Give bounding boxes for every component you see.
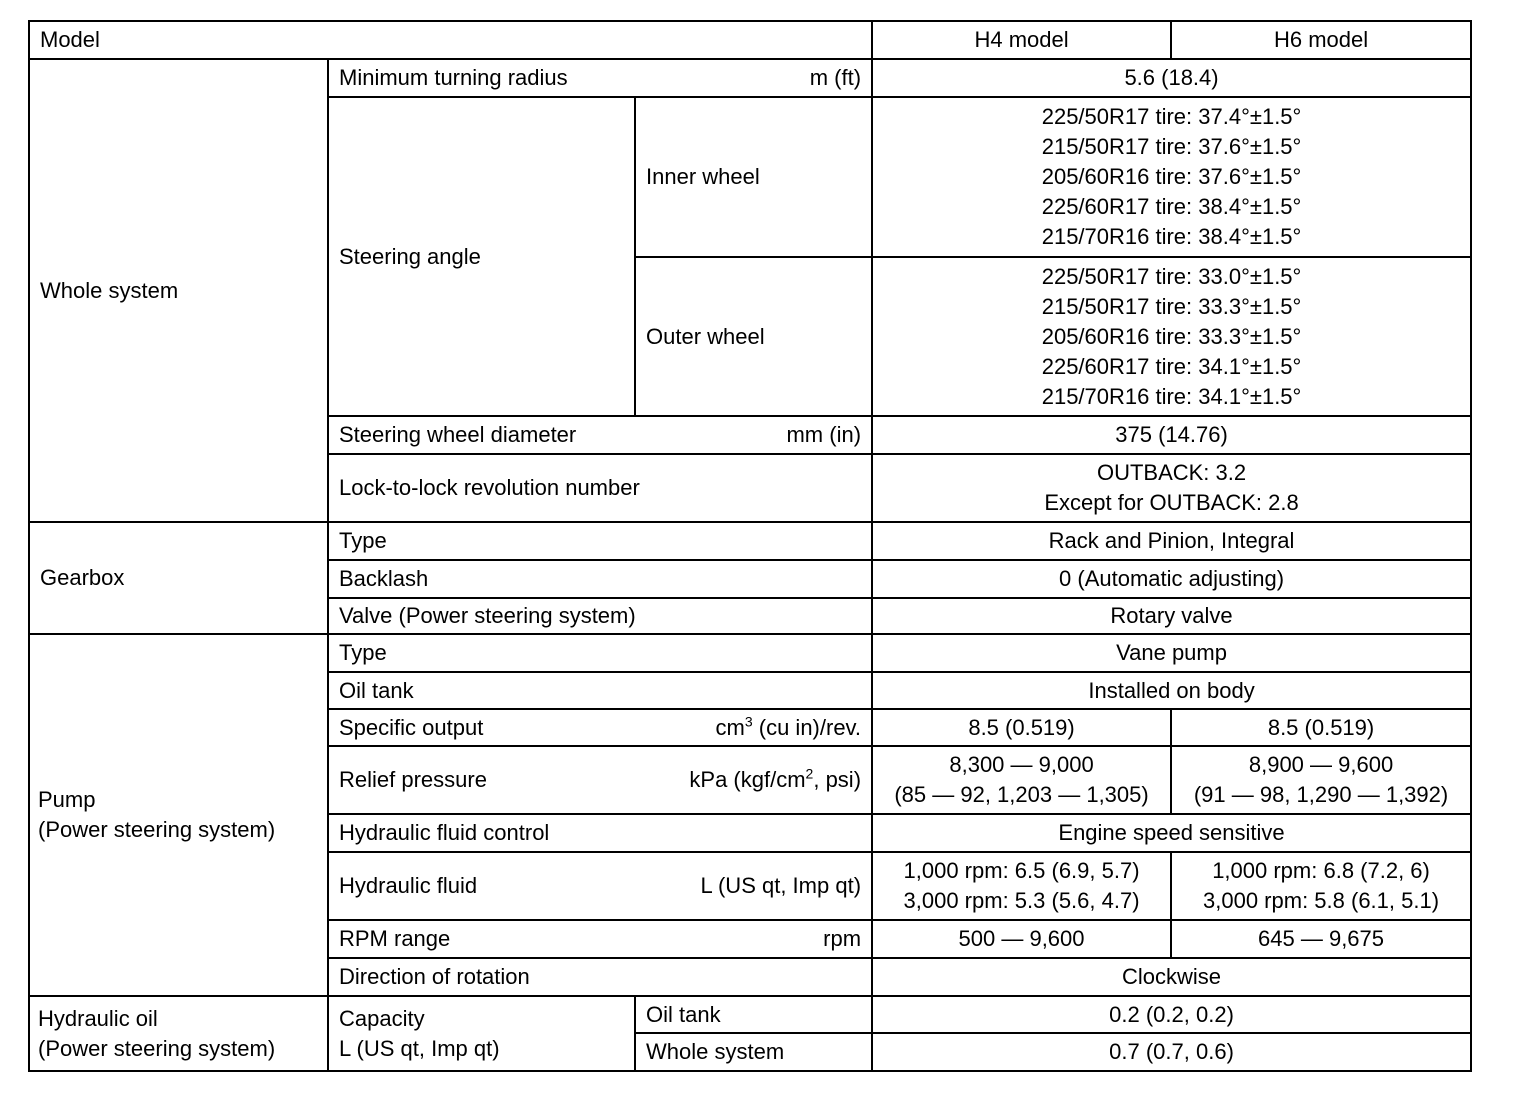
value-line: 225/60R17 tire: 38.4°±1.5° <box>1041 194 1302 219</box>
label-line: Capacity <box>339 1005 425 1031</box>
value-line: 225/50R17 tire: 33.0°±1.5° <box>1041 263 1302 289</box>
backlash-value: 0 (Automatic adjusting) <box>872 560 1471 598</box>
fluid-control-label: Hydraulic fluid control <box>328 814 872 852</box>
capacity-whole-system-label: Whole system <box>635 1033 872 1071</box>
rpm-range-h4: 500 — 9,600 <box>872 920 1171 958</box>
gearbox-type-label: Type <box>328 522 872 560</box>
unit: m (ft) <box>809 65 862 90</box>
rotation-value: Clockwise <box>872 958 1471 996</box>
oil-tank-value: Installed on body <box>872 672 1471 709</box>
specific-output-h4: 8.5 (0.519) <box>872 709 1171 746</box>
rpm-range-h6: 645 — 9,675 <box>1171 920 1471 958</box>
unit: kPa ($kgf/cm^2$, psi) <box>689 765 862 792</box>
model-header: Model <box>29 21 872 59</box>
capacity-oil-tank-value: 0.2 (0.2, 0.2) <box>872 996 1471 1033</box>
min-turning-radius-label <box>328 59 872 97</box>
label: Specific output <box>339 714 484 740</box>
pump-type-value: Vane pump <box>872 634 1471 672</box>
value-line: Except for OUTBACK: 2.8 <box>1044 490 1299 515</box>
hydraulic-oil-label <box>29 996 328 1071</box>
relief-pressure-label <box>328 746 872 814</box>
label-line: Hydraulic oil <box>38 1005 158 1031</box>
value-line: OUTBACK: 3.2 <box>1096 460 1247 485</box>
unit: rpm <box>823 926 862 951</box>
hydraulic-fluid-h6 <box>1171 852 1471 920</box>
wheel-diameter-label <box>328 416 872 454</box>
table-row <box>29 522 1471 560</box>
valve-label: Valve (Power steering system) <box>328 598 872 634</box>
label-line: L (US qt, Imp qt) <box>339 1035 500 1061</box>
relief-pressure-h6 <box>1171 746 1471 814</box>
value-line: 215/70R16 tire: 38.4°±1.5° <box>1041 224 1302 249</box>
backlash-label: Backlash <box>328 560 872 598</box>
unit: L (US qt, Imp qt) <box>700 873 862 898</box>
oil-tank-label: Oil tank <box>328 672 872 709</box>
value-line: 1,000 rpm: 6.8 (7.2, 6) <box>1212 858 1430 883</box>
label: Relief pressure <box>339 767 487 792</box>
gearbox-label: Gearbox <box>29 522 328 634</box>
gearbox-type-value: Rack and Pinion, Integral <box>872 522 1471 560</box>
header-row <box>29 21 1471 59</box>
label-line: (Power steering system) <box>38 1035 276 1061</box>
value-line: 8,300 — 9,000 <box>949 752 1094 777</box>
label: RPM range <box>339 926 451 951</box>
h6-header: H6 model <box>1171 21 1471 59</box>
label: Minimum turning radius <box>339 65 568 90</box>
hydraulic-fluid-label <box>328 852 872 920</box>
label: Hydraulic fluid <box>339 873 478 898</box>
table-row <box>29 59 1471 97</box>
value-line: 215/50R17 tire: 33.3°±1.5° <box>1041 293 1302 319</box>
rpm-range-label <box>328 920 872 958</box>
specifications-table <box>28 20 1472 1072</box>
whole-system-label: Whole system <box>29 59 328 522</box>
value-line: 8,900 — 9,600 <box>1248 752 1394 777</box>
pump-label <box>29 634 328 996</box>
value-line: 225/50R17 tire: 37.4°±1.5° <box>1041 104 1302 129</box>
inner-wheel-values <box>872 97 1471 257</box>
valve-value: Rotary valve <box>872 598 1471 634</box>
value-line: 3,000 rpm: 5.3 (5.6, 4.7) <box>903 888 1140 913</box>
lock-to-lock-values <box>872 454 1471 522</box>
min-turning-radius-value: 5.6 (18.4) <box>872 59 1471 97</box>
unit: $cm^3$ (cu in)/rev. <box>715 713 862 740</box>
label: Steering wheel diameter <box>339 422 577 447</box>
capacity-whole-system-value: 0.7 (0.7, 0.6) <box>872 1033 1471 1071</box>
wheel-diameter-value: 375 (14.76) <box>872 416 1471 454</box>
value-line: 205/60R16 tire: 33.3°±1.5° <box>1041 323 1302 349</box>
outer-wheel-values <box>872 257 1471 416</box>
value-line: 215/50R17 tire: 37.6°±1.5° <box>1041 134 1302 159</box>
relief-pressure-h4 <box>872 746 1171 814</box>
label-line: (Power steering system) <box>38 817 276 842</box>
capacity-label <box>328 996 635 1071</box>
table-row <box>29 996 1471 1033</box>
value-line: (91 — 98, 1,290 — 1,392) <box>1193 782 1449 807</box>
value-line: 225/60R17 tire: 34.1°±1.5° <box>1041 353 1302 379</box>
rotation-label: Direction of rotation <box>328 958 872 996</box>
value-line: 215/70R16 tire: 34.1°±1.5° <box>1041 383 1302 409</box>
value-line: 205/60R16 tire: 37.6°±1.5° <box>1041 164 1302 189</box>
value-line: 3,000 rpm: 5.8 (6.1, 5.1) <box>1203 888 1440 913</box>
unit: mm (in) <box>786 422 862 447</box>
label-line: Pump <box>38 787 96 812</box>
pump-type-label: Type <box>328 634 872 672</box>
inner-wheel-label: Inner wheel <box>635 97 872 257</box>
h4-header: H4 model <box>872 21 1171 59</box>
specific-output-label <box>328 709 872 746</box>
fluid-control-value: Engine speed sensitive <box>872 814 1471 852</box>
lock-to-lock-label: Lock-to-lock revolution number <box>328 454 872 522</box>
value-line: (85 — 92, 1,203 — 1,305) <box>894 782 1149 807</box>
hydraulic-fluid-h4 <box>872 852 1171 920</box>
capacity-oil-tank-label: Oil tank <box>635 996 872 1033</box>
table-row <box>29 634 1471 672</box>
value-line: 1,000 rpm: 6.5 (6.9, 5.7) <box>903 858 1140 883</box>
steering-angle-label: Steering angle <box>328 97 635 416</box>
specific-output-h6: 8.5 (0.519) <box>1171 709 1471 746</box>
outer-wheel-label: Outer wheel <box>635 257 872 416</box>
